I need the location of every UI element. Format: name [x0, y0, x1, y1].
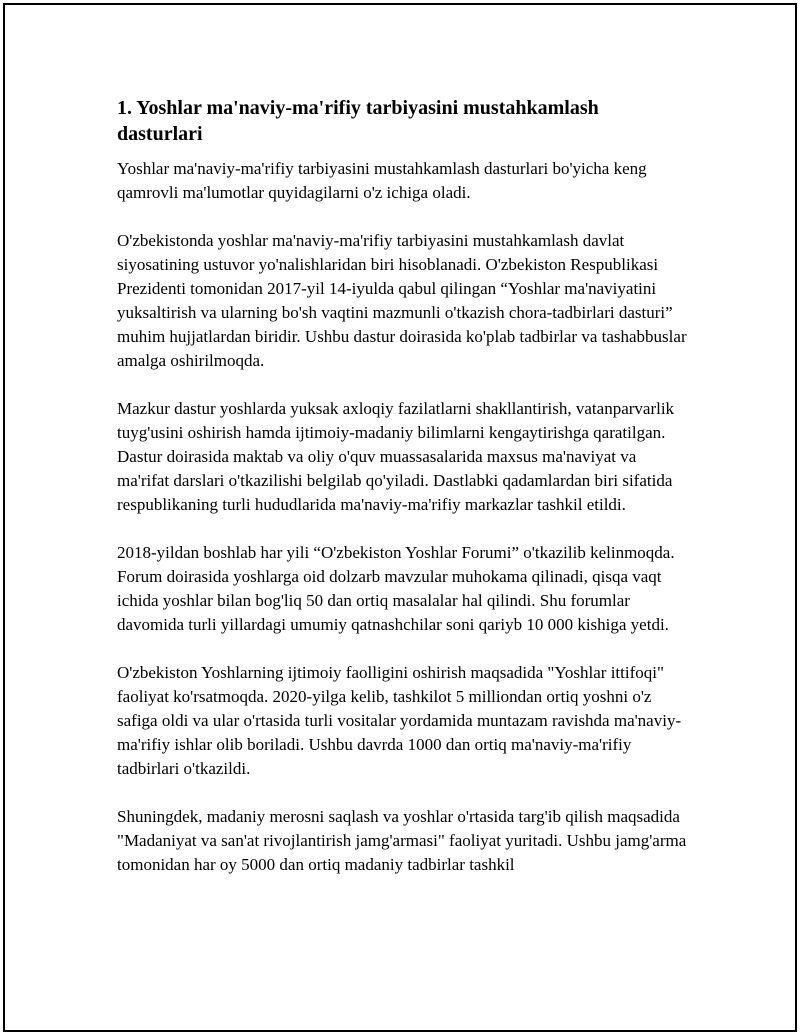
- paragraph-youth-union: O'zbekiston Yoshlarning ijtimoiy faolligini oshirish maqsadida "Yoshlar ittifoqi" faoliyat ko'rsatmoqda. 2020-yilga kelib, tashkilot 5 milliondan ortiq yoshni o'z safiga oldi va ular o'rtasida turli vositalar yordamida muntazam ravishda ma'naviy-ma'rifiy ishlar olib boriladi. Ushbu davrda 1000 dan ortiq ma'naviy-ma'rifiy tadbirlari o'tkazildi.: [117, 663, 682, 778]
- paragraph-state-policy: O'zbekistonda yoshlar ma'naviy-ma'rifiy tarbiyasini mustahkamlash davlat siyosatining ustuvor yo'nalishlaridan biri hisoblanadi. O'zbekiston Respublikasi Prezidenti tomonidan 2017-yil 14-iyulda qabul qilingan “Yoshlar ma'naviyatini yuksaltirish va ularning bo'sh vaqtini mazmunli o'tkazish chora-tadbirlari dasturi” muhim hujjatlardan biridir. Ushbu dastur doirasida ko'plab tadbirlar va tashabbuslar amalga oshirilmoqda.: [117, 231, 687, 370]
- section-heading: 1. Yoshlar ma'naviy-ma'rifiy tarbiyasini mustahkamlash dasturlari: [117, 97, 599, 145]
- document-body: [117, 95, 687, 901]
- paragraph-youth-forum: 2018-yildan boshlab har yili “O'zbekiston Yoshlar Forumi” o'tkazilib kelinmoqda. Forum doirasida yoshlarga oid dolzarb mavzular muhokama qilinadi, qisqa vaqt ichida yoshlar bilan bog'liq 50 dan ortiq masalalar hal qilindi. Shu forumlar davomida turli yillardagi umumiy qatnashchilar soni qariyb 10 000 kishiga yetdi.: [117, 543, 675, 634]
- paragraph-culture-fund: Shuningdek, madaniy merosni saqlash va yoshlar o'rtasida targ'ib qilish maqsadida "Madaniyat va san'at rivojlantirish jamg'armasi" faoliyat yuritadi. Ushbu jamg'arma tomonidan har oy 5000 dan ortiq madaniy tadbirlar tashkil: [117, 807, 687, 874]
- paragraph-program-goals: Mazkur dastur yoshlarda yuksak axloqiy fazilatlarni shakllantirish, vatanparvarlik tuyg'usini oshirish hamda ijtimoiy-madaniy bilimlarni kengaytirishga qaratilgan. Dastur doirasida maktab va oliy o'quv muassasalarida maxsus ma'naviyat va ma'rifat darslari o'tkazilishi belgilab qo'yiladi. Dastlabki qadamlardan biri sifatida respublikaning turli hududlarida ma'naviy-ma'rifiy markazlar tashkil etildi.: [117, 399, 675, 514]
- paragraph-intro: Yoshlar ma'naviy-ma'rifiy tarbiyasini mustahkamlash dasturlari bo'yicha keng qamrovli ma'lumotlar quyidagilarni o'z ichiga oladi.: [117, 159, 647, 202]
